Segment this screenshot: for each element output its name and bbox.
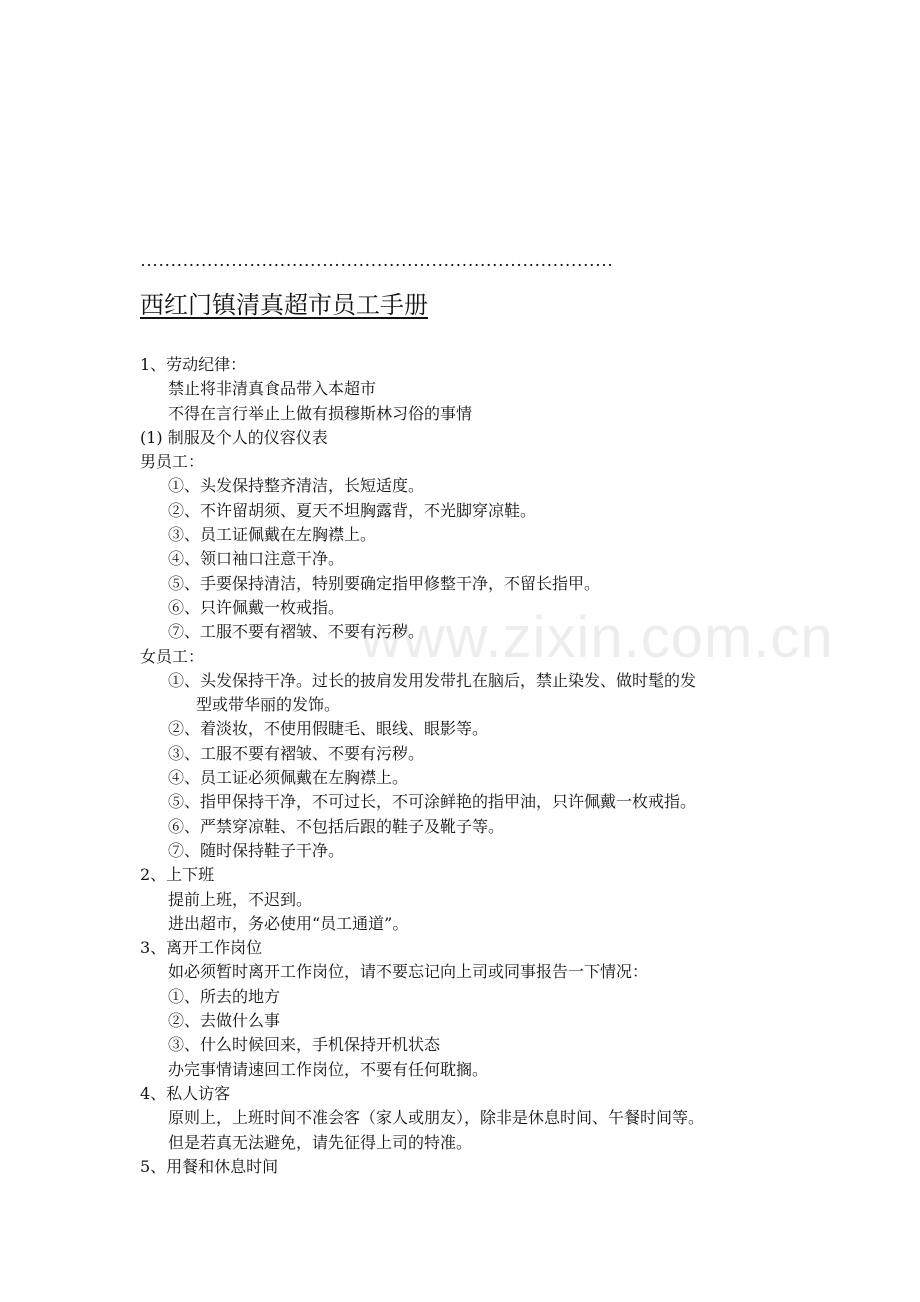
text-line: 如必须暂时离开工作岗位，请不要忘记向上司或同事报告一下情况：: [168, 962, 649, 982]
text-line: 2、上下班: [140, 865, 215, 885]
text-line: ②、着淡妆，不使用假睫毛、眼线、眼影等。: [168, 719, 489, 739]
text-line: ⑥、严禁穿凉鞋、不包括后跟的鞋子及靴子等。: [168, 816, 505, 836]
text-line: (1) 制服及个人的仪容仪表: [140, 427, 328, 447]
text-line: 不得在言行举止上做有损穆斯林习俗的事情: [168, 403, 473, 423]
text-line: ②、去做什么事: [168, 1011, 281, 1031]
text-line: 5、用餐和休息时间: [140, 1156, 279, 1176]
text-line: ①、头发保持整齐清洁，长短适度。: [168, 476, 425, 496]
text-line: ⑦、工服不要有褶皱、不要有污秽。: [168, 622, 425, 642]
text-line: 女员工：: [140, 646, 205, 666]
text-line: ①、所去的地方: [168, 986, 281, 1006]
text-line: ②、不许留胡须、夏天不坦胸露背，不光脚穿凉鞋。: [168, 500, 537, 520]
document-body: [140, 353, 820, 1179]
text-line: ③、什么时候回来，手机保持开机状态: [168, 1035, 441, 1055]
document-title: 西红门镇清真超市员工手册: [140, 291, 428, 319]
text-line: ④、员工证必须佩戴在左胸襟上。: [168, 768, 409, 788]
text-line: ③、员工证佩戴在左胸襟上。: [168, 525, 377, 545]
text-line: 型或带华丽的发饰。: [196, 695, 341, 715]
text-line: ⑦、随时保持鞋子干净。: [168, 840, 345, 860]
text-line: 禁止将非清真食品带入本超市: [168, 379, 377, 399]
text-line: ③、工服不要有褶皱、不要有污秽。: [168, 743, 425, 763]
dotted-separator: ……………………………………………………………………: [140, 250, 614, 270]
text-line: 1、劳动纪律：: [140, 355, 247, 374]
text-line: 3、离开工作岗位: [140, 938, 263, 958]
text-line: ⑤、指甲保持干净，不可过长，不可涂鲜艳的指甲油，只许佩戴一枚戒指。: [168, 792, 697, 812]
text-line: 男员工：: [140, 452, 205, 472]
text-line: ⑤、手要保持清洁，特别要确定指甲修整干净，不留长指甲。: [168, 573, 601, 593]
text-line: 原则上，上班时间不准会客（家人或朋友），除非是休息时间、午餐时间等。: [168, 1108, 705, 1128]
text-line: 但是若真无法避免，请先征得上司的特准。: [168, 1132, 473, 1152]
text-line: 进出超市，务必使用“员工通道”。: [168, 913, 409, 933]
text-line: 提前上班，不迟到。: [168, 889, 313, 909]
watermark: www.zixin.com.cn: [360, 605, 834, 670]
text-line: ⑥、只许佩戴一枚戒指。: [168, 597, 345, 617]
text-line: ①、头发保持干净。过长的披肩发用发带扎在脑后，禁止染发、做时髦的发: [168, 670, 697, 690]
text-line: 4、私人访客: [140, 1083, 231, 1103]
text-line: ④、领口袖口注意干净。: [168, 549, 345, 569]
text-line: 办完事情请速回工作岗位，不要有任何耽搁。: [168, 1059, 489, 1079]
